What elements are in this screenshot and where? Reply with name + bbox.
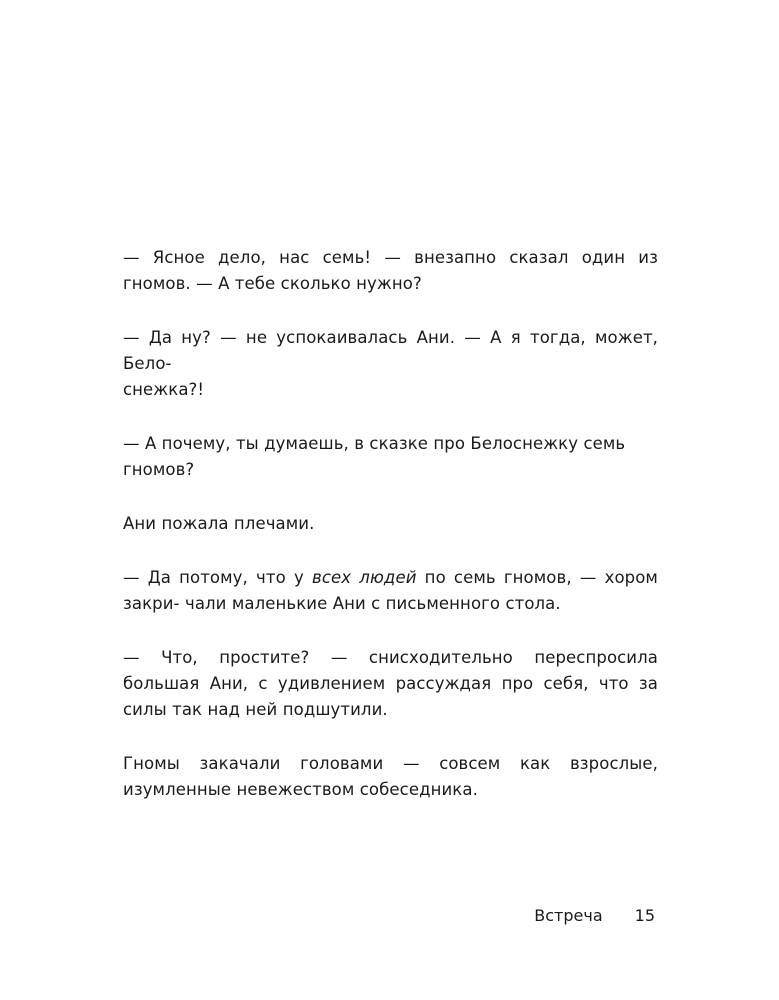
paragraph-7 [123, 751, 658, 803]
paragraph-5 [123, 565, 658, 617]
paragraph-5-line-1-start: — Да потому, что у [123, 568, 313, 587]
paragraph-1-line-2: А тебе сколько нужно? [218, 274, 422, 293]
paragraph-3 [123, 431, 658, 483]
paragraph-2 [123, 325, 658, 403]
paragraph-3-line-1: — А почему, ты думаешь, в сказке про Белоснежку семь гномов? [123, 434, 626, 479]
paragraph-2-line-1: — Да ну? — не успокаивалась Ани. — А я тогда, может, Бело- [123, 328, 658, 373]
page-number: 15 [634, 906, 655, 925]
paragraph-7-line-1: Гномы закачали головами — совсем как взрослые, изумленные [123, 754, 658, 799]
paragraph-5-line-2: чали маленькие Ани с письменного стола. [184, 594, 561, 613]
paragraph-5-line-1-end: по семь гномов, — хором закри- [123, 568, 658, 613]
paragraph-6-line-3: подшутили. [282, 700, 388, 719]
running-chapter-title: Встреча [534, 906, 603, 925]
paragraph-5-emphasis: всех людей [312, 568, 417, 587]
paragraph-2-line-2: снежка?! [123, 380, 205, 399]
paragraph-4-line-1: Ани пожала плечами. [123, 514, 315, 533]
paragraph-7-line-2: невежеством собеседника. [236, 780, 478, 799]
paragraph-1 [123, 245, 658, 297]
paragraph-1-line-1: — Ясное дело, нас семь! — внезапно сказал один из гномов. — [123, 248, 658, 293]
paragraph-6-line-2: Ани, с удивлением рассуждая про себя, что за силы так над ней [123, 674, 658, 719]
body-text [123, 245, 658, 831]
paragraph-6-line-1: — Что, простите? — снисходительно переспросила большая [123, 648, 658, 693]
paragraph-6 [123, 645, 658, 723]
page-footer [534, 905, 655, 927]
paragraph-4 [123, 511, 658, 537]
